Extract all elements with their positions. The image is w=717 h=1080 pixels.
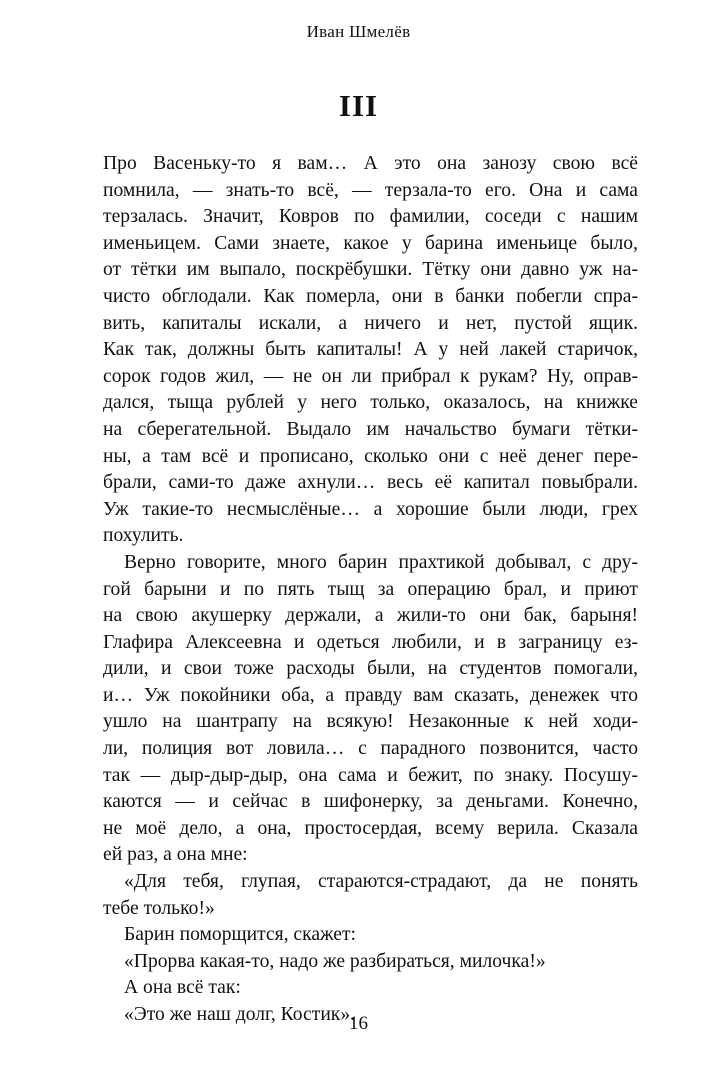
text-line: похулить. — [103, 525, 184, 547]
text-line: на свою акушерку держали, а жили-то они бак, барыня! — [103, 605, 638, 627]
text-line: Барин поморщится, скажет: — [124, 924, 356, 946]
text-line: ны, а там всё и прописано, сколько они с неё денег пере- — [103, 445, 638, 467]
text-line: каются — и сейчас в шифонерку, за деньгами. Конечно, — [103, 791, 638, 813]
text-body — [103, 151, 638, 1029]
text-line: так — дыр-дыр-дыр, она сама и бежит, по знаку. Посушу- — [103, 764, 638, 786]
text-line: Как так, должны быть капиталы! А у ней лакей старичок, — [103, 339, 638, 361]
text-line: «Для тебя, глупая, стараются-страдают, да не понять — [124, 871, 638, 893]
text-line: Уж такие-то несмыслёные… а хорошие были люди, грех — [103, 498, 638, 520]
text-line: помнила, — знать-то всё, — терзала-то его. Она и сама — [103, 179, 638, 201]
text-line: А она всё так: — [124, 977, 241, 999]
text-line: «Это же наш долг, Костик». — [124, 1004, 356, 1025]
text-line: от тётки им выпало, поскрёбушки. Тётку они давно уж на- — [103, 259, 638, 281]
text-line: чисто обглодали. Как померла, они в банки побегли спра- — [103, 285, 638, 307]
text-line: ли, полиция вот ловила… с парадного позвонится, часто — [103, 738, 638, 760]
running-header-author: Иван Шмелёв — [306, 22, 411, 41]
text-line: дили, и свои тоже расходы были, на студентов помогали, — [103, 658, 638, 680]
text-line: именьицем. Сами знаете, какое у барина именьице было, — [103, 232, 638, 254]
text-line: Глафира Алексеевна и одеться любили, и в заграницу ез- — [103, 631, 638, 653]
text-line: Верно говорите, много барин прахтикой добывал, с дру- — [124, 551, 638, 573]
page-number: 16 — [349, 1013, 368, 1034]
text-line: на сберегательной. Выдало им начальство бумаги тётки- — [103, 418, 638, 440]
text-line: и… Уж покойники оба, а правду вам сказать, денежек что — [103, 684, 638, 706]
text-line: дался, тыща рублей у него только, оказалось, на книжке — [103, 392, 638, 414]
chapter-title: III — [338, 88, 379, 123]
text-line: ушло на шантрапу на всякую! Незаконные к ней ходи- — [103, 711, 638, 733]
text-line: ей раз, а она мне: — [103, 844, 248, 866]
text-line: Про Васеньку-то я вам… А это она занозу свою всё — [103, 153, 638, 174]
text-line: гой барыни и по пять тыщ за операцию брал, и приют — [103, 578, 638, 600]
text-line: брали, сами-то даже ахнули… весь её капитал повыбрали. — [103, 472, 638, 494]
text-line: вить, капиталы искали, а ничего и нет, пустой ящик. — [103, 312, 638, 334]
text-line: терзалась. Значит, Ковров по фамилии, соседи с нашим — [103, 206, 638, 228]
text-line: не моё дело, а она, простосердая, всему верила. Сказала — [103, 817, 638, 839]
text-line: сорок годов жил, — не он ли прибрал к рукам? Ну, оправ- — [103, 365, 638, 387]
text-line: «Прорва какая-то, надо же разбираться, милочка!» — [124, 950, 546, 972]
text-line: тебе только!» — [103, 897, 215, 919]
